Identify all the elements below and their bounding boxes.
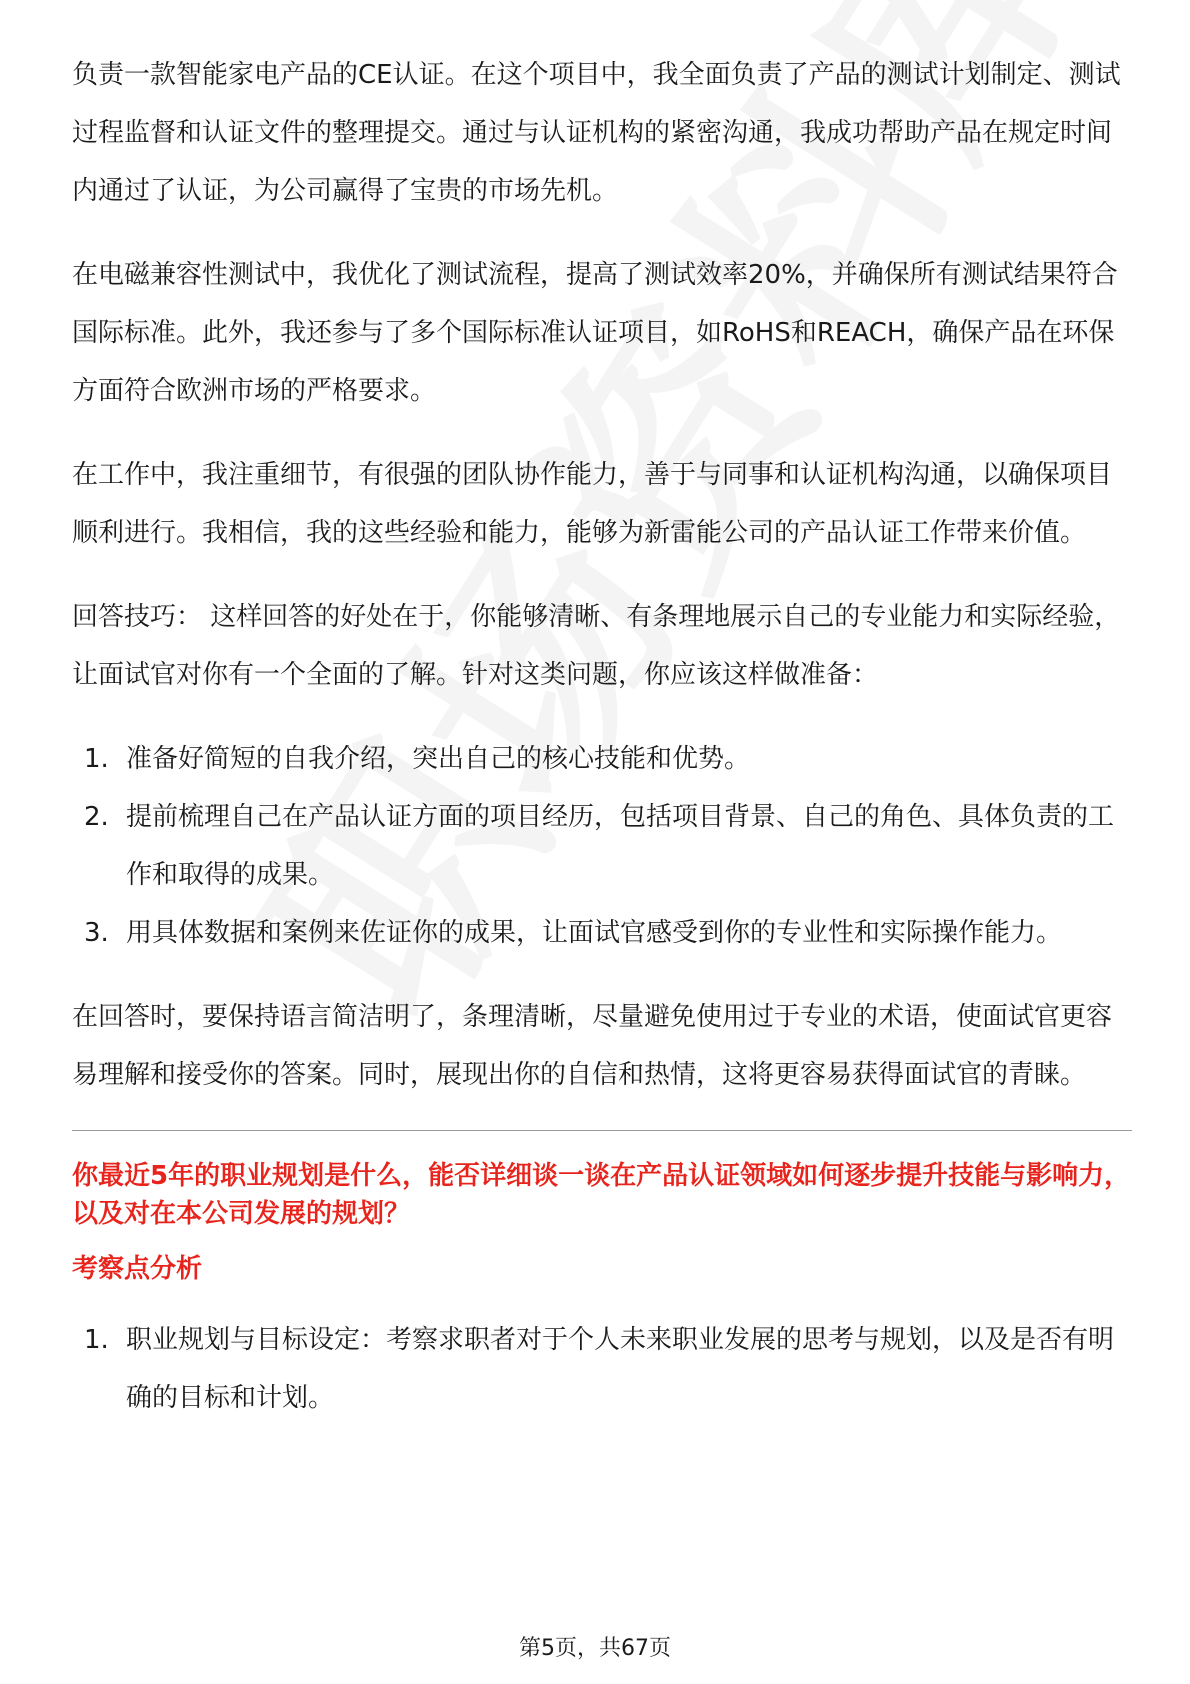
- list-item: [72, 730, 1132, 788]
- paragraph-closing: 在回答时，要保持语言简洁明了，条理清晰，尽量避免使用过于专业的术语，使面试官更容易理解和接受你的答案。同时，展现出你的自信和热情，这将更容易获得面试官的青睐。: [72, 1002, 1113, 1090]
- page-footer: 第5页，共67页: [519, 1636, 671, 1661]
- list-item-text: 用具体数据和案例来佐证你的成果，让面试官感受到你的专业性和实际操作能力。: [126, 918, 1063, 948]
- list-number: 3.: [84, 918, 109, 948]
- list-item: [72, 1311, 1132, 1427]
- list-number: 1.: [84, 1325, 109, 1355]
- analysis-list: [72, 1311, 1132, 1427]
- paragraph-emc-testing: 在电磁兼容性测试中，我优化了测试流程，提高了测试效率20%，并确保所有测试结果符合国际标准。此外，我还参与了多个国际标准认证项目，如RoHS和REACH，确保产品在环保方面符合欧洲市场的严格要求。: [72, 260, 1118, 406]
- analysis-heading: 考察点分析: [72, 1254, 203, 1284]
- list-item-text: 提前梳理自己在产品认证方面的项目经历，包括项目背景、自己的角色、具体负责的工作和取得的成果。: [126, 802, 1115, 890]
- list-number: 2.: [84, 802, 109, 832]
- tips-list: [72, 730, 1132, 962]
- list-item: [72, 788, 1132, 904]
- list-number: 1.: [84, 744, 109, 774]
- page-content: [72, 46, 1132, 1453]
- list-item: [72, 904, 1132, 962]
- section-divider: [72, 1130, 1132, 1131]
- paragraph-ce-certification: 负责一款智能家电产品的CE认证。在这个项目中，我全面负责了产品的测试计划制定、测试过程监督和认证文件的整理提交。通过与认证机构的紧密沟通，我成功帮助产品在规定时间内通过了认证，为公司赢得了宝贵的市场先机。: [72, 60, 1121, 206]
- paragraph-teamwork: 在工作中，我注重细节，有很强的团队协作能力，善于与同事和认证机构沟通，以确保项目顺利进行。我相信，我的这些经验和能力，能够为新雷能公司的产品认证工作带来价值。: [72, 460, 1113, 548]
- list-item-text: 职业规划与目标设定：考察求职者对于个人未来职业发展的思考与规划，以及是否有明确的目标和计划。: [126, 1325, 1115, 1413]
- list-item-text: 准备好简短的自我介绍，突出自己的核心技能和优势。: [126, 744, 751, 774]
- interview-question: 你最近5年的职业规划是什么，能否详细谈一谈在产品认证领域如何逐步提升技能与影响力，以及对在本公司发展的规划？: [72, 1161, 1131, 1229]
- paragraph-answer-tips: 回答技巧： 这样回答的好处在于，你能够清晰、有条理地展示自己的专业能力和实际经验，让面试官对你有一个全面的了解。针对这类问题，你应该这样做准备：: [72, 602, 1121, 690]
